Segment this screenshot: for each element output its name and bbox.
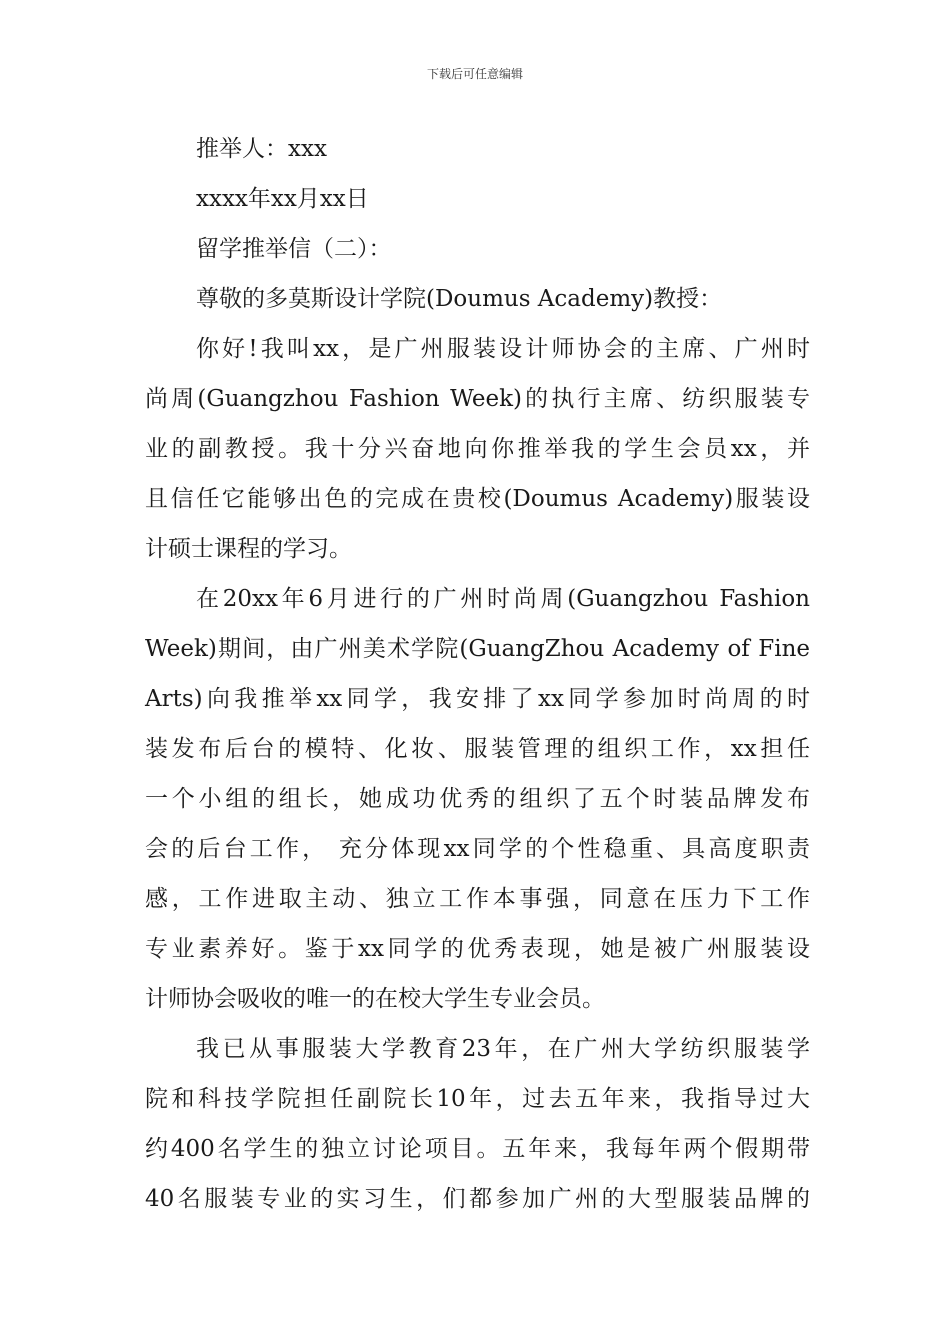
paragraph-line: 尚周(Guangzhou Fashion Week)的执行主席、纺织服装专 bbox=[145, 386, 810, 412]
paragraph-line: 专业素养好。鉴于xx同学的优秀表现，她是被广州服装设 bbox=[145, 936, 810, 962]
paragraph-line: 我已从事服装大学教育23年，在广州大学纺织服装学 bbox=[196, 1036, 810, 1062]
page-header: 下载后可任意编辑 bbox=[426, 67, 523, 81]
paragraph-line: 约400名学生的独立讨论项目。五年来，我每年两个假期带 bbox=[145, 1136, 810, 1162]
date-line: xxxx年xx月xx日 bbox=[196, 186, 369, 212]
paragraph-line: 业的副教授。我十分兴奋地向你推举我的学生会员xx，并 bbox=[145, 436, 810, 462]
paragraph-line: 一个小组的组长，她成功优秀的组织了五个时装品牌发布 bbox=[145, 786, 810, 812]
paragraph-line: 在20xx年6月进行的广州时尚周(Guangzhou Fashion bbox=[196, 586, 810, 612]
paragraph-line: Week)期间，由广州美术学院(GuangZhou Academy of Fine bbox=[145, 636, 810, 662]
paragraph-line: 你好!我叫xx，是广州服装设计师协会的主席、广州时 bbox=[196, 336, 810, 362]
paragraph-line: 院和科技学院担任副院长10年，过去五年来，我指导过大 bbox=[145, 1086, 810, 1112]
paragraph-line: Arts)向我推举xx同学，我安排了xx同学参加时尚周的时 bbox=[145, 686, 810, 712]
paragraph-line: 40名服装专业的实习生，们都参加广州的大型服装品牌的 bbox=[145, 1186, 810, 1212]
salutation: 尊敬的多莫斯设计学院(Doumus Academy)教授： bbox=[196, 286, 723, 312]
paragraph-line: 计硕士课程的学习。 bbox=[145, 536, 352, 562]
recommender-line: 推举人：xxx bbox=[196, 136, 327, 162]
paragraph-line: 计师协会吸收的唯一的在校大学生专业会员。 bbox=[145, 986, 605, 1012]
paragraph-line: 感，工作进取主动、独立工作本事强，同意在压力下工作 bbox=[145, 886, 810, 912]
paragraph-line: 装发布后台的模特、化妆、服装管理的组织工作，xx担任 bbox=[145, 736, 810, 762]
letter-title: 留学推举信（二）： bbox=[196, 236, 392, 262]
paragraph-line: 且信任它能够出色的完成在贵校(Doumus Academy)服装设 bbox=[145, 486, 810, 512]
paragraph-line: 会的后台工作， 充分体现xx同学的个性稳重、具高度职责 bbox=[145, 836, 810, 862]
